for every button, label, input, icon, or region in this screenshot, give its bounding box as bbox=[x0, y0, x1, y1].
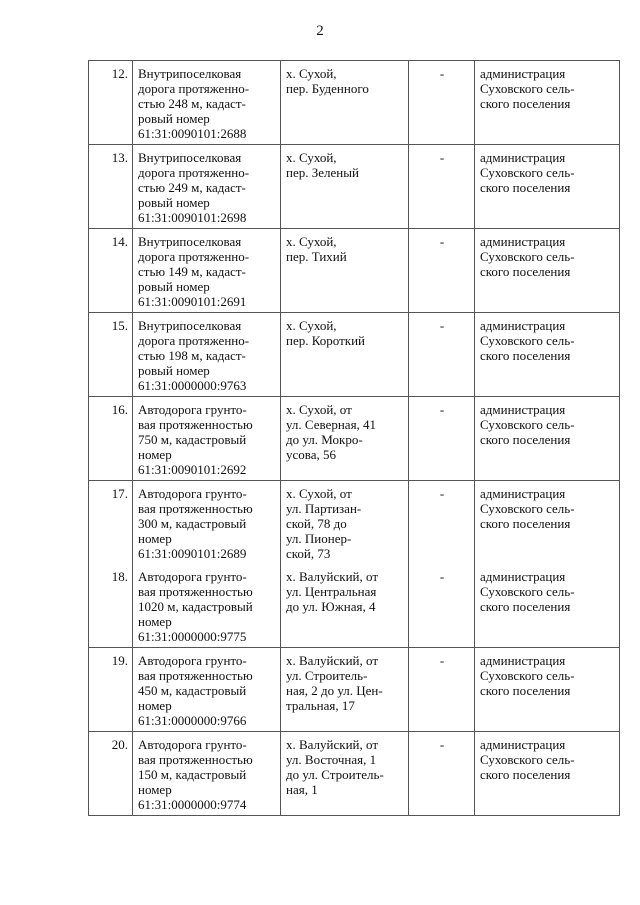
road-registry-table bbox=[88, 60, 620, 816]
table-row bbox=[89, 481, 620, 568]
object-address: х. Валуйский, от ул. Центральная до ул. Южная, 4 bbox=[281, 567, 409, 648]
object-extra: - bbox=[409, 397, 475, 481]
object-address: х. Валуйский, от ул. Строитель- ная, 2 до ул. Цен- тральная, 17 bbox=[281, 648, 409, 732]
row-number: 14. bbox=[89, 229, 133, 313]
object-address: х. Сухой, пер. Буденного bbox=[281, 61, 409, 145]
object-extra: - bbox=[409, 567, 475, 648]
object-name: Автодорога грунто- вая протяженностью 750 м, кадастровый номер 61:31:0090101:2692 bbox=[133, 397, 281, 481]
table-row bbox=[89, 61, 620, 145]
object-name: Внутрипоселковая дорога протяженно- стью 249 м, кадаст- ровый номер 61:31:0090101:2698 bbox=[133, 145, 281, 229]
row-number: 13. bbox=[89, 145, 133, 229]
table-row bbox=[89, 732, 620, 816]
object-owner: администрация Суховского сель- ского поселения bbox=[475, 61, 620, 145]
object-extra: - bbox=[409, 61, 475, 145]
object-owner: администрация Суховского сель- ского поселения bbox=[475, 567, 620, 648]
object-name: Автодорога грунто- вая протяженностью 450 м, кадастровый номер 61:31:0000000:9766 bbox=[133, 648, 281, 732]
row-number: 19. bbox=[89, 648, 133, 732]
table-row bbox=[89, 313, 620, 397]
object-owner: администрация Суховского сель- ского поселения bbox=[475, 313, 620, 397]
object-name: Внутрипоселковая дорога протяженно- стью 198 м, кадаст- ровый номер 61:31:0000000:9763 bbox=[133, 313, 281, 397]
object-name: Автодорога грунто- вая протяженностью 150 м, кадастровый номер 61:31:0000000:9774 bbox=[133, 732, 281, 816]
object-address: х. Валуйский, от ул. Восточная, 1 до ул. Строитель- ная, 1 bbox=[281, 732, 409, 816]
row-number: 16. bbox=[89, 397, 133, 481]
object-extra: - bbox=[409, 732, 475, 816]
object-extra: - bbox=[409, 229, 475, 313]
object-extra: - bbox=[409, 648, 475, 732]
table-row bbox=[89, 397, 620, 481]
object-extra: - bbox=[409, 481, 475, 568]
object-address: х. Сухой, от ул. Партизан- ской, 78 до ул. Пионер- ской, 73 bbox=[281, 481, 409, 568]
table-row bbox=[89, 648, 620, 732]
object-name: Внутрипоселковая дорога протяженно- стью 248 м, кадаст- ровый номер 61:31:0090101:2688 bbox=[133, 61, 281, 145]
object-owner: администрация Суховского сель- ского поселения bbox=[475, 648, 620, 732]
object-owner: администрация Суховского сель- ского поселения bbox=[475, 732, 620, 816]
object-extra: - bbox=[409, 145, 475, 229]
object-name: Автодорога грунто- вая протяженностью 1020 м, кадастровый номер 61:31:0000000:9775 bbox=[133, 567, 281, 648]
object-owner: администрация Суховского сель- ского поселения bbox=[475, 397, 620, 481]
object-address: х. Сухой, пер. Короткий bbox=[281, 313, 409, 397]
object-owner: администрация Суховского сель- ского поселения bbox=[475, 229, 620, 313]
object-address: х. Сухой, пер. Зеленый bbox=[281, 145, 409, 229]
object-name: Автодорога грунто- вая протяженностью 300 м, кадастровый номер 61:31:0090101:2689 bbox=[133, 481, 281, 568]
row-number: 20. bbox=[89, 732, 133, 816]
row-number: 18. bbox=[89, 567, 133, 648]
row-number: 12. bbox=[89, 61, 133, 145]
object-owner: администрация Суховского сель- ского поселения bbox=[475, 145, 620, 229]
table-row bbox=[89, 567, 620, 648]
object-owner: администрация Суховского сель- ского поселения bbox=[475, 481, 620, 568]
object-extra: - bbox=[409, 313, 475, 397]
page-number: 2 bbox=[316, 23, 324, 39]
object-address: х. Сухой, от ул. Северная, 41 до ул. Мокро- усова, 56 bbox=[281, 397, 409, 481]
row-number: 15. bbox=[89, 313, 133, 397]
object-name: Внутрипоселковая дорога протяженно- стью 149 м, кадаст- ровый номер 61:31:0090101:2691 bbox=[133, 229, 281, 313]
table-row bbox=[89, 145, 620, 229]
row-number: 17. bbox=[89, 481, 133, 568]
table-row bbox=[89, 229, 620, 313]
object-address: х. Сухой, пер. Тихий bbox=[281, 229, 409, 313]
